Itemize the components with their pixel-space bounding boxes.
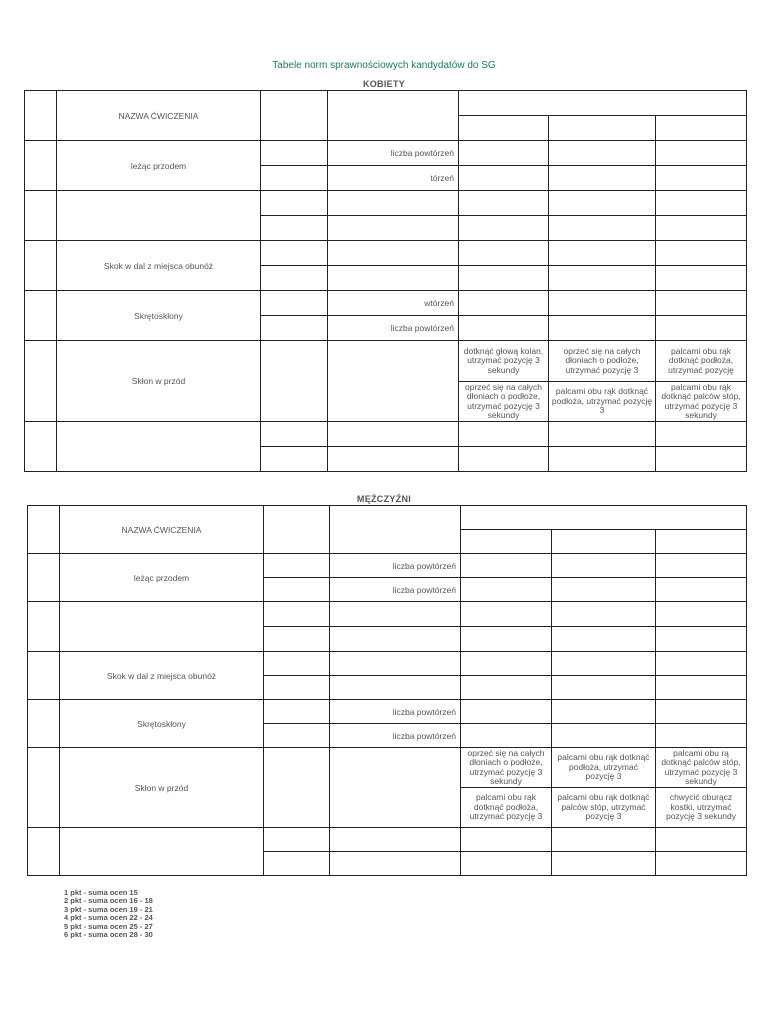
unit-label: liczba powtórzeń [328, 141, 459, 166]
table-row [25, 241, 747, 266]
norm-description: oprzeć się na całych dłoniach o podłoże, utrzymać pozycję 3 sekundy [459, 382, 549, 422]
norm-description: palcami obu rąk dotknąć podłoża, utrzymać pozycję 3 [552, 748, 656, 788]
table-row [28, 602, 747, 627]
scale-line: 6 pkt - suma ocen 28 - 30 [64, 930, 153, 940]
women-heading: KOBIETY [362, 79, 406, 89]
scale-line: 1 pkt - suma ocen 15 [64, 888, 138, 897]
exercise-name: Skrętoskłony [60, 700, 264, 748]
unit-label: tórzeń [328, 166, 459, 191]
table-row [25, 291, 747, 316]
column-header-exercise-name: NAZWA ĆWICZENIA [57, 91, 261, 141]
document-title: Tabele norm sprawnościowych kandydatów do SG [272, 60, 496, 71]
unit-label: liczba powtórzeń [330, 554, 461, 578]
table-row [28, 506, 747, 530]
table-row [25, 91, 747, 116]
table-row [28, 748, 747, 788]
column-header-exercise-name: NAZWA ĆWICZENIA [60, 506, 264, 554]
table-row [25, 141, 747, 166]
men-heading: MĘŻCZYŹNI [356, 494, 412, 504]
exercise-name: Skłon w przód [60, 748, 264, 828]
exercise-name: Skok w dal z miejsca obunóż [60, 652, 264, 700]
norm-description: oprzeć się na całych dłoniach o podłoże, utrzymać pozycję 3 sekundy [461, 748, 552, 788]
norm-description: palcami obu rąk dotknąć palców stóp, utrzymać pozycję 3 sekundy [656, 382, 747, 422]
norm-description: palcami obu rąk dotknąć podłoża, utrzymać pozycję 3 [461, 788, 552, 828]
norm-description: palcami obu rą dotknąć palców stóp, utrzymać pozycję 3 sekundy [656, 748, 747, 788]
table-row [25, 422, 747, 447]
norm-description: chwycić oburącz kostki, utrzymać pozycję 3 sekundy [656, 788, 747, 828]
exercise-name: Skłon w przód [57, 341, 261, 422]
unit-label: liczba powtórzeń [330, 724, 461, 748]
exercise-name: Skok w dal z miejsca obunóż [57, 241, 261, 291]
norm-description: oprzeć się na całych dłoniach o podłoże, utrzymać pozycję 3 [549, 341, 656, 382]
scale-line: 5 pkt - suma ocen 25 - 27 [64, 921, 153, 931]
unit-label: wtórzeń [328, 291, 459, 316]
scale-line: 2 pkt - suma ocen 16 - 18 [64, 896, 153, 906]
women-norms-table [24, 90, 747, 472]
norm-description: palcami obu rąk dotknąć podłoża, utrzymać pozycję 3 [549, 382, 656, 422]
exercise-name: leżąc przodem [60, 554, 264, 602]
table-row [28, 554, 747, 578]
unit-label: liczba powtórzeń [330, 700, 461, 724]
table-row [28, 828, 747, 852]
exercise-name: leżąc przodem [57, 141, 261, 191]
unit-label: liczba powtórzeń [328, 316, 459, 341]
exercise-name: Skrętoskłony [57, 291, 261, 341]
table-row [28, 652, 747, 676]
table-row [25, 191, 747, 216]
men-norms-table [27, 505, 747, 876]
scale-line: 4 pkt - suma ocen 22 - 24 [64, 913, 153, 923]
table-row [28, 700, 747, 724]
points-scale [64, 889, 153, 939]
norm-description: dotknąć głową kolan, utrzymać pozycję 3 sekundy [459, 341, 549, 382]
scale-line: 3 pkt - suma ocen 19 - 21 [64, 904, 153, 914]
unit-label: liczba powtórzeń [330, 578, 461, 602]
norm-description: palcami obu rąk dotknąć palców stóp, utrzymać pozycję 3 [552, 788, 656, 828]
table-row [25, 341, 747, 382]
norm-description: palcami obu rąk dotknąć podłoża, utrzymać pozycję [656, 341, 747, 382]
